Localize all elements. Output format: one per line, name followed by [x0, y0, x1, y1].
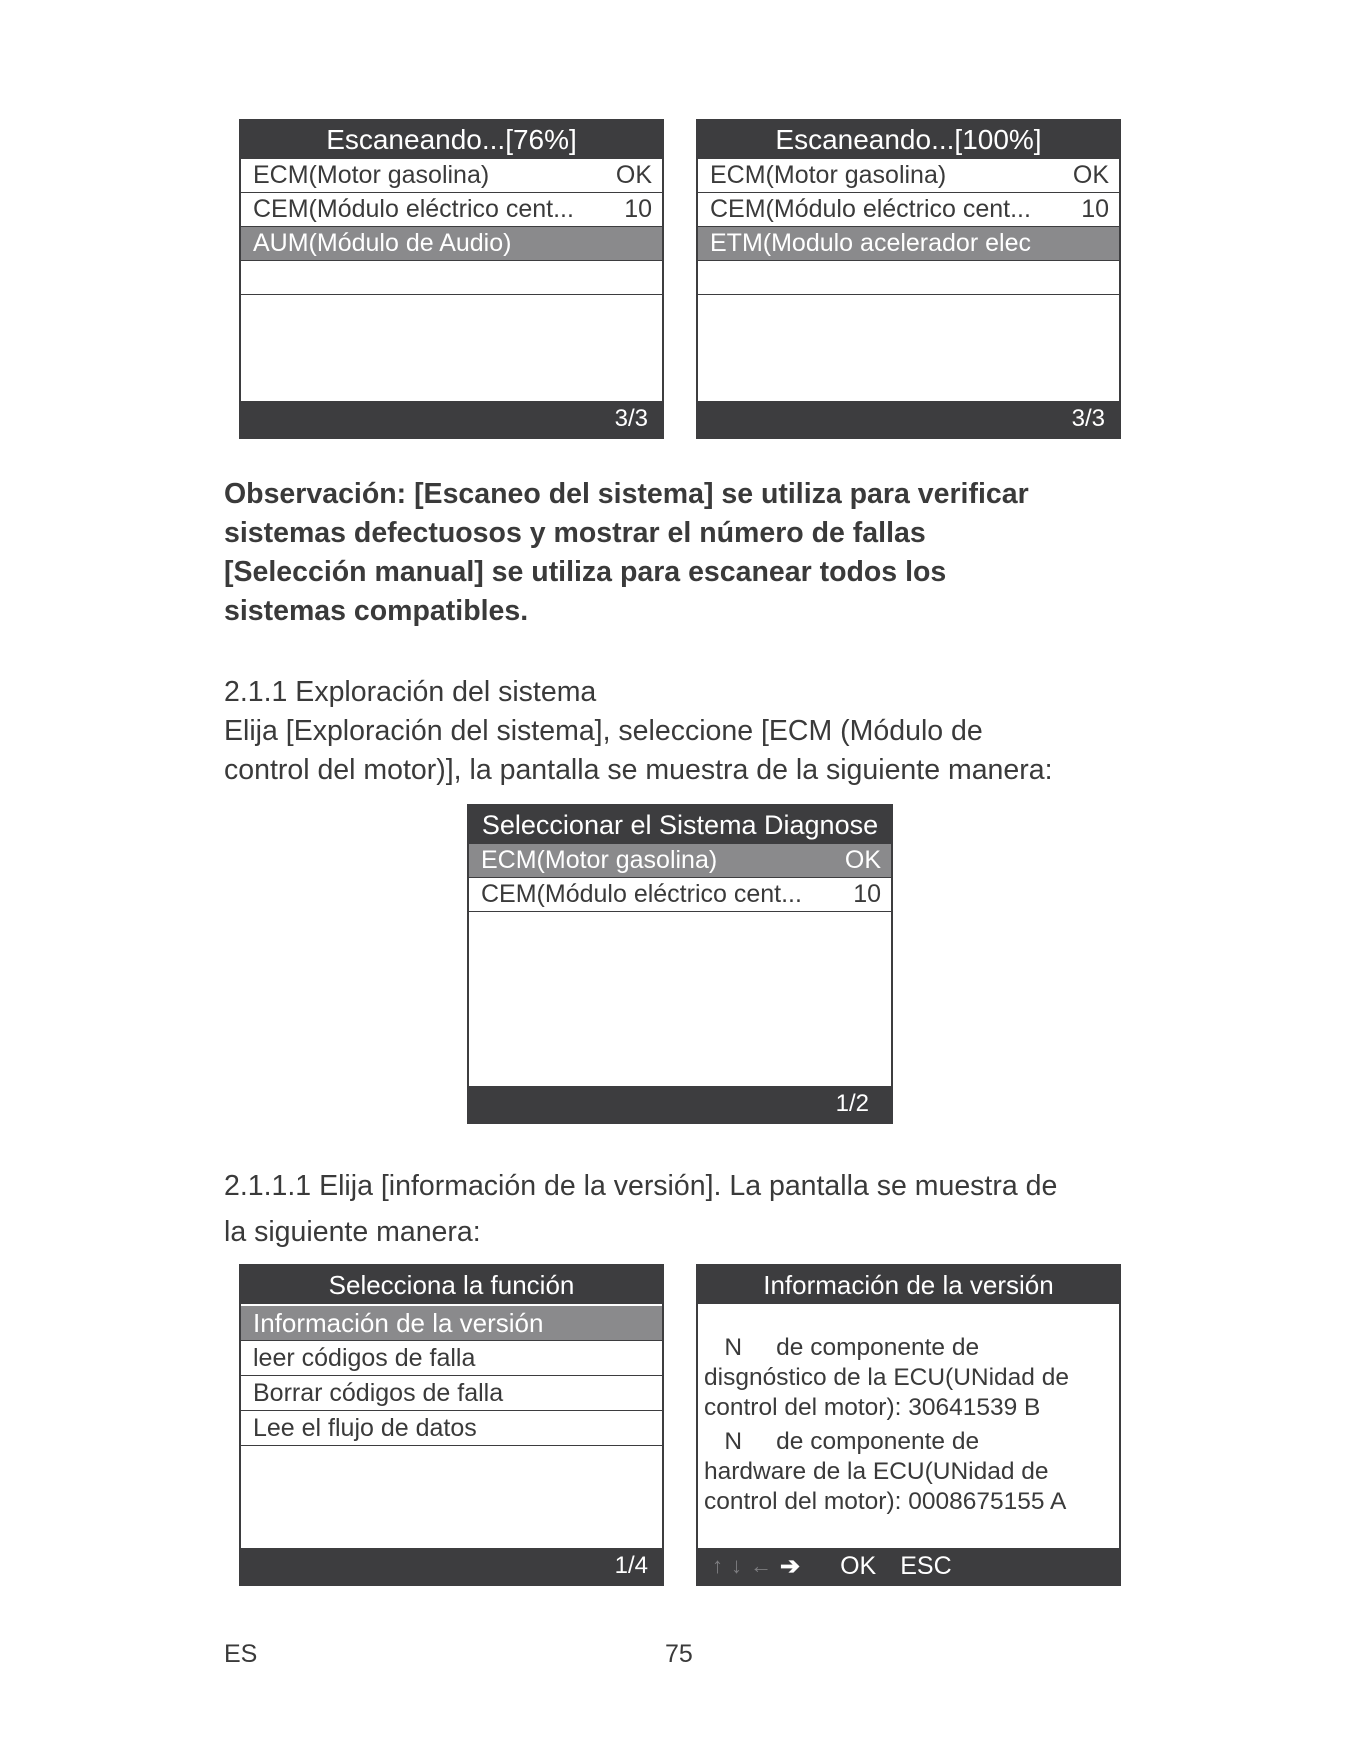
info-line: hardware de la ECU(UNidad de [704, 1458, 1049, 1485]
arrow-down-icon[interactable]: ↓ [731, 1553, 742, 1578]
system-status: 10 [1081, 195, 1109, 223]
page-number: 75 [665, 1640, 693, 1668]
info-line: N de componente de [704, 1334, 980, 1361]
screen-title: Seleccionar el Sistema Diagnose [469, 806, 891, 844]
list-item-selected[interactable] [698, 227, 1119, 261]
menu-item-label: leer códigos de falla [253, 1343, 476, 1372]
paragraph-line: control del motor)], la pantalla se muestra de la siguiente manera: [224, 754, 1053, 786]
arrow-left-icon[interactable]: ← [750, 1553, 772, 1578]
paragraph-line: Elija [Exploración del sistema], seleccione [ECM (Módulo de [224, 715, 983, 747]
system-status: OK [615, 161, 652, 189]
arrow-right-icon[interactable]: ➔ [780, 1552, 801, 1580]
list-item[interactable] [698, 159, 1119, 193]
menu-item-selected[interactable] [241, 1306, 662, 1341]
list-item[interactable] [241, 159, 662, 193]
menu-item-label: Lee el flujo de datos [253, 1413, 477, 1442]
list-item-empty [241, 261, 662, 295]
info-line: N de componente de [704, 1428, 980, 1455]
menu-item-label: Información de la versión [253, 1307, 544, 1338]
menu-item-label: Borrar códigos de falla [253, 1378, 504, 1407]
observation-line: Observación: [Escaneo del sistema] se utiliza para verificar [224, 478, 1029, 510]
system-label: ECM(Motor gasolina) [481, 846, 718, 874]
list-item-selected[interactable] [241, 227, 662, 261]
scan-screen-100 [696, 119, 1121, 439]
menu-item[interactable] [241, 1411, 662, 1446]
observation-line: sistemas defectuosos y mostrar el número de fallas [224, 517, 926, 549]
select-function-screen [239, 1264, 664, 1586]
esc-button[interactable]: ESC [900, 1551, 952, 1580]
menu-item[interactable] [241, 1341, 662, 1376]
menu-item[interactable] [241, 1376, 662, 1411]
system-status: OK [1072, 161, 1109, 189]
system-status: 10 [624, 195, 652, 223]
page-indicator [241, 401, 662, 437]
list-item[interactable] [469, 878, 891, 912]
system-label: CEM(Módulo eléctrico cent... [710, 195, 1031, 223]
ok-button[interactable]: OK [840, 1551, 877, 1580]
system-status: 10 [853, 880, 881, 908]
screen-title: Información de la versión [698, 1266, 1119, 1304]
page-indicator [469, 1086, 891, 1122]
scan-screen-76 [239, 119, 664, 439]
list-item-selected[interactable] [469, 844, 891, 878]
observation-line: [Selección manual] se utiliza para escanear todos los [224, 556, 947, 588]
info-line: control del motor): 0008675155 A [704, 1488, 1067, 1515]
nav-bar [698, 1548, 1119, 1584]
page-count: 3/3 [614, 405, 648, 432]
info-line: control del motor): 30641539 B [704, 1394, 1041, 1421]
arrow-up-icon[interactable]: ↑ [712, 1553, 723, 1578]
list-item[interactable] [698, 193, 1119, 227]
observation-note [224, 475, 1144, 631]
paragraph-line: 2.1.1.1 Elija [información de la versión]. La pantalla se muestra de [224, 1170, 1058, 1202]
system-label: AUM(Módulo de Audio) [253, 229, 512, 257]
system-label: CEM(Módulo eléctrico cent... [481, 880, 802, 908]
screen-title: Selecciona la función [241, 1266, 662, 1304]
version-info-screen [696, 1264, 1121, 1586]
language-code: ES [224, 1640, 258, 1668]
paragraph-line: la siguiente manera: [224, 1216, 481, 1248]
list-item-empty [698, 261, 1119, 295]
system-label: ECM(Motor gasolina) [253, 161, 490, 189]
page-indicator [241, 1548, 662, 1584]
screen-title: Escaneando...[100%] [698, 121, 1119, 159]
system-label: ECM(Motor gasolina) [710, 161, 947, 189]
info-line: disgnóstico de la ECU(UNidad de [704, 1364, 1069, 1391]
screen-title: Escaneando...[76%] [241, 121, 662, 159]
section-heading: 2.1.1 Exploración del sistema [224, 676, 597, 708]
select-system-screen [467, 804, 893, 1124]
page-count: 1/4 [614, 1552, 648, 1579]
page-count: 3/3 [1071, 405, 1105, 432]
page-indicator [698, 401, 1119, 437]
system-label: ETM(Modulo acelerador elec [710, 229, 1031, 257]
observation-line: sistemas compatibles. [224, 595, 529, 627]
system-label: CEM(Módulo eléctrico cent... [253, 195, 574, 223]
page-count: 1/2 [835, 1090, 869, 1117]
list-item[interactable] [241, 193, 662, 227]
system-status: OK [844, 846, 881, 874]
